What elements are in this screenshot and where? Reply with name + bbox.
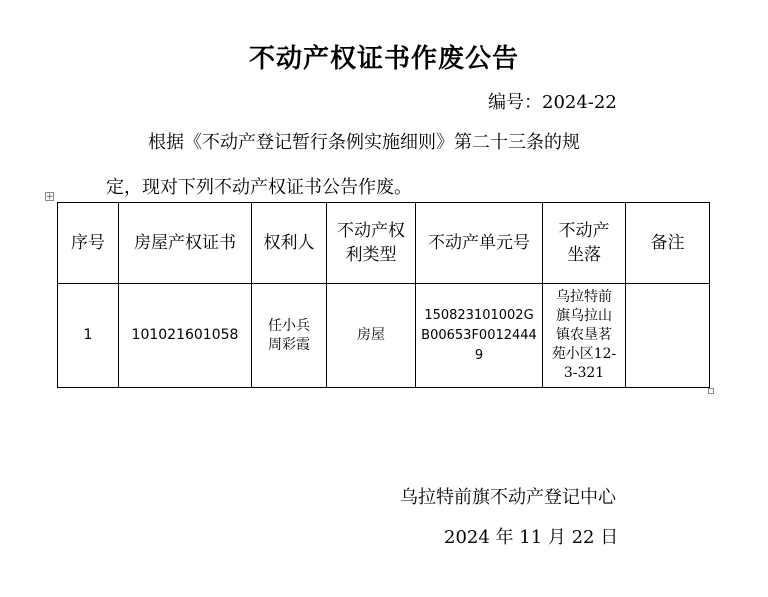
table-row <box>58 284 710 388</box>
header-unit: 不动产单元号 <box>416 203 543 284</box>
cell-cert: 101021601058 <box>119 284 252 388</box>
cell-unit <box>416 284 543 388</box>
document-number: 编号：2024-22 <box>488 92 617 113</box>
cell-location <box>543 284 626 388</box>
table-header-row <box>58 203 710 284</box>
table-move-handle-icon[interactable]: + <box>46 192 54 202</box>
header-holder: 权利人 <box>252 203 327 284</box>
cell-remark <box>626 284 710 388</box>
header-remark: 备注 <box>626 203 710 284</box>
cell-unit-text: 150823101002GB00653F00124449 <box>421 307 537 363</box>
notice-paragraph-line-2: 定，现对下列不动产权证书公告作废。 <box>106 177 412 198</box>
cell-holder-text: 任小兵周彩霞 <box>268 317 310 353</box>
cell-type: 房屋 <box>327 284 416 388</box>
cell-holder <box>252 284 327 388</box>
cell-location-text: 乌拉特前旗乌拉山镇农垦茗苑小区12-3-321 <box>551 289 617 381</box>
header-cert: 房屋产权证书 <box>119 203 252 284</box>
header-seq: 序号 <box>58 203 119 284</box>
issuer-name: 乌拉特前旗不动产登记中心 <box>400 487 616 508</box>
table-resize-handle[interactable] <box>708 388 714 394</box>
notice-title: 不动产权证书作废公告 <box>248 44 519 74</box>
issue-date: 2024 年 11 月 22 日 <box>444 527 619 548</box>
header-type <box>327 203 416 284</box>
cell-seq: 1 <box>58 284 119 388</box>
header-location-label: 不动产坐落 <box>558 221 610 265</box>
certificate-table <box>57 202 710 388</box>
notice-paragraph-line-1: 根据《不动产登记暂行条例实施细则》第二十三条的规 <box>148 132 580 153</box>
header-type-label: 不动产权利类型 <box>337 221 405 265</box>
header-location <box>543 203 626 284</box>
